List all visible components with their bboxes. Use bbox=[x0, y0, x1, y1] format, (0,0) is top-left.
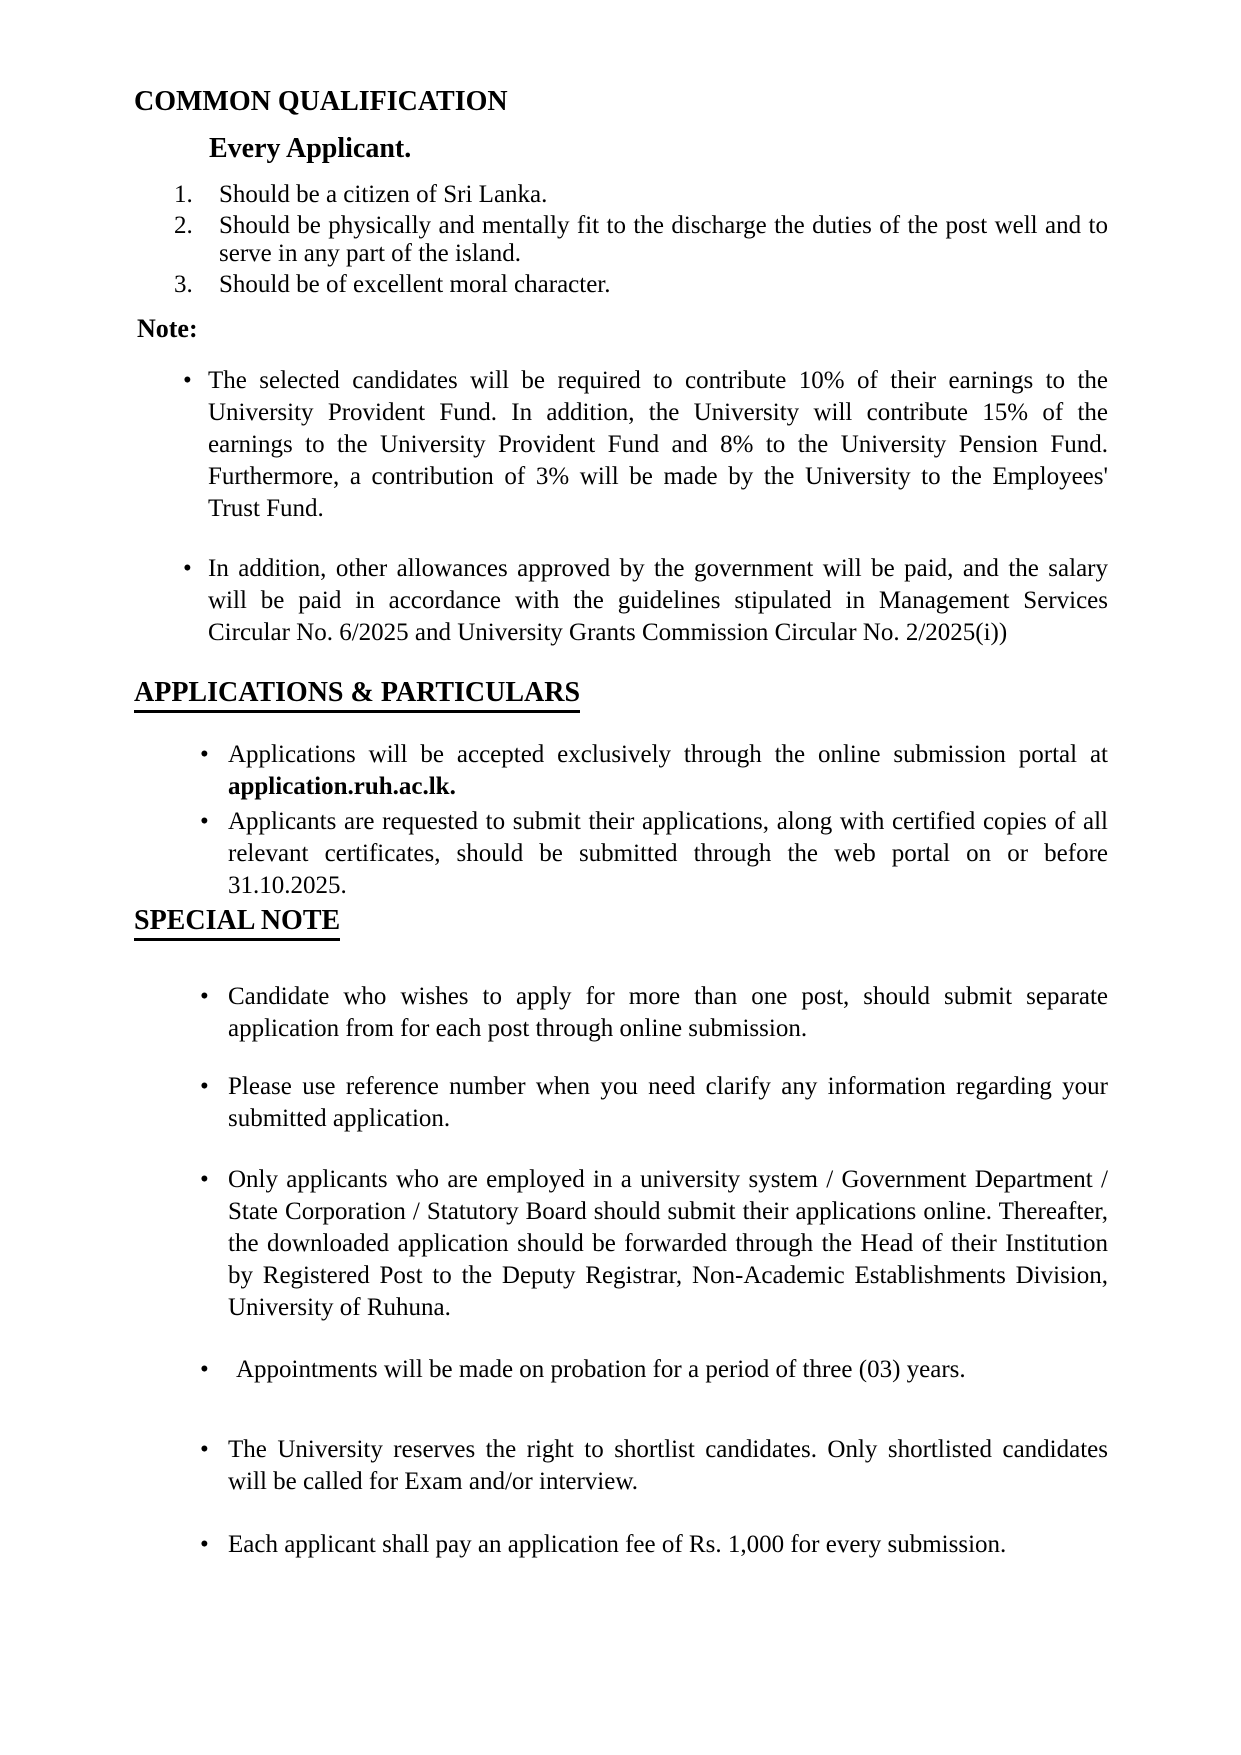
applications-bullet-list bbox=[134, 739, 1108, 902]
special-note-bullet bbox=[200, 1071, 1108, 1135]
item-number: 3. bbox=[174, 271, 193, 298]
item-text: Should be of excellent moral character. bbox=[219, 271, 611, 298]
common-qualification-heading: COMMON QUALIFICATION bbox=[134, 86, 508, 117]
portal-url: application.ruh.ac.lk. bbox=[228, 773, 456, 800]
note-bullet-text: The selected candidates will be required to contribute 10% of their earnings to the University Provident Fund. In addition, the University will contribute 15% of the earnings to the University Provident Fund and 8% to the University Pension Fund. Furthermore, a contribution of 3% will be made by the University to the Employees' Trust Fund. bbox=[208, 367, 1108, 522]
bullet-marker: • bbox=[200, 808, 209, 835]
deadline-bullet bbox=[200, 806, 1108, 902]
item-text: Should be a citizen of Sri Lanka. bbox=[219, 181, 548, 208]
qualification-item bbox=[174, 181, 1108, 209]
item-number: 2. bbox=[174, 212, 193, 239]
note-label: Note: bbox=[137, 314, 198, 343]
special-note-bullet bbox=[200, 981, 1108, 1045]
special-note-heading-text: SPECIAL NOTE bbox=[134, 905, 340, 941]
bullet-marker: • bbox=[200, 741, 209, 768]
note-bullet-list bbox=[134, 365, 1108, 649]
special-note-bullet-text: The University reserves the right to shortlist candidates. Only shortlisted candidates will be called for Exam and/or interview. bbox=[228, 1436, 1108, 1495]
special-note-bullet bbox=[200, 1434, 1108, 1498]
note-bullet bbox=[183, 553, 1108, 649]
special-note-bullet-text: Candidate who wishes to apply for more than one post, should submit separate application from for each post through online submission. bbox=[228, 983, 1108, 1042]
bullet-marker: • bbox=[200, 1531, 209, 1558]
special-note-bullet bbox=[200, 1529, 1108, 1561]
special-note-heading bbox=[134, 905, 1108, 941]
bullet-marker: • bbox=[200, 1166, 209, 1193]
portal-bullet-lead: Applications will be accepted exclusively through the online submission portal at bbox=[228, 741, 1108, 768]
note-bullet bbox=[183, 365, 1108, 525]
note-bullet-text: In addition, other allowances approved by the government will be paid, and the salary will be paid in accordance with the guidelines stipulated in Management Services Circular No. 6/2025 and University Grants Commission Circular No. 2/2025(i)) bbox=[208, 555, 1108, 646]
deadline-bullet-text: Applicants are requested to submit their applications, along with certified copies of all relevant certificates, should be submitted through the web portal on or before 31.10.2025. bbox=[228, 808, 1108, 899]
bullet-marker: • bbox=[200, 1073, 209, 1100]
item-text: Should be physically and mentally fit to the discharge the duties of the post well and to serve in any part of the island. bbox=[219, 212, 1108, 267]
qualification-list bbox=[174, 181, 1108, 299]
special-note-bullet-text: Please use reference number when you need clarify any information regarding your submitted application. bbox=[228, 1073, 1108, 1132]
special-note-bullet bbox=[200, 1354, 1108, 1386]
special-note-bullet bbox=[200, 1164, 1108, 1324]
special-note-bullet-text: Only applicants who are employed in a university system / Government Department / State Corporation / Statutory Board should submit their applications online. Thereafter, the downloaded application should be forwarded through the Head of their Institution by Registered Post to the Deputy Registrar, Non-Academic Establishments Division, University of Ruhuna. bbox=[228, 1166, 1108, 1321]
applications-particulars-heading bbox=[134, 677, 1108, 713]
portal-bullet-text bbox=[228, 739, 1108, 803]
bullet-marker: • bbox=[183, 555, 192, 582]
applications-particulars-heading-text: APPLICATIONS & PARTICULARS bbox=[134, 677, 580, 713]
special-note-bullet-text: Appointments will be made on probation for a period of three (03) years. bbox=[236, 1356, 966, 1383]
qualification-item bbox=[174, 271, 1108, 299]
qualification-item bbox=[174, 212, 1108, 268]
special-note-bullet-list bbox=[134, 981, 1108, 1561]
bullet-marker: • bbox=[200, 983, 209, 1010]
special-note-bullet-text: Each applicant shall pay an application fee of Rs. 1,000 for every submission. bbox=[228, 1531, 1007, 1558]
item-number: 1. bbox=[174, 181, 193, 208]
bullet-marker: • bbox=[200, 1436, 209, 1463]
bullet-marker: • bbox=[200, 1356, 209, 1383]
every-applicant-subheading: Every Applicant. bbox=[209, 133, 412, 164]
portal-bullet bbox=[200, 739, 1108, 803]
bullet-marker: • bbox=[183, 367, 192, 394]
